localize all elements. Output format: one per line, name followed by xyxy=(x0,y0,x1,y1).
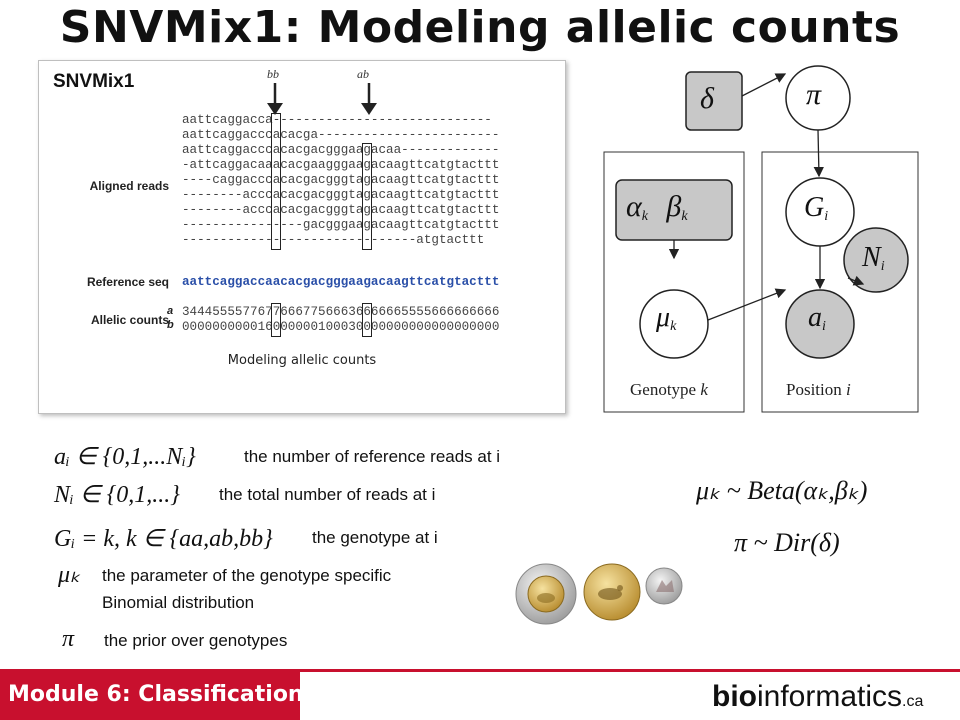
label-reference-seq: Reference seq xyxy=(86,275,169,289)
def-pi-math: π xyxy=(62,626,75,652)
bb-count-box xyxy=(271,303,281,337)
delta-node xyxy=(686,72,742,130)
prior-mu: μₖ ~ Beta(αₖ,βₖ) xyxy=(696,476,868,505)
snvmix-figure xyxy=(38,60,566,414)
page-title: SNVMix1: Modeling allelic counts xyxy=(59,2,901,53)
aligned-read: --------acccacacgacgggtagacaagttcatgtacttt xyxy=(182,188,500,202)
reference-sequence: aattcaggaccaacacgacgggaagacaagttcatgtacttt xyxy=(182,275,500,289)
a-label: $a_i$ xyxy=(808,302,826,335)
def-mu-text2: Binomial distribution xyxy=(102,593,255,612)
arrow-label-ab: ab xyxy=(357,67,369,81)
def-a-text: the number of reference reads at i xyxy=(244,447,501,466)
coin-quarter-icon xyxy=(646,568,682,604)
plate-genotype-label: Genotype k xyxy=(630,380,708,399)
def-n-math: Nᵢ ∈ {0,1,...} xyxy=(54,482,180,508)
footer-module-label: Module 6: Classification xyxy=(8,682,304,707)
coins-image xyxy=(512,560,684,626)
def-a-math: aᵢ ∈ {0,1,...Nᵢ} xyxy=(54,444,196,470)
ab-column-box xyxy=(362,143,372,250)
bb-column-box xyxy=(271,113,281,250)
label-a: a xyxy=(167,305,174,317)
aligned-read: aattcaggacccacacga------------------------ xyxy=(182,128,500,142)
def-mu-math: μₖ xyxy=(58,562,81,588)
label-aligned-reads: Aligned reads xyxy=(89,179,169,193)
arrow-markers xyxy=(261,81,391,117)
def-g-math: Gᵢ = k, k ∈ {aa,ab,bb} xyxy=(54,526,273,552)
allelic-count-a: 344455557767766677566636666665555666666666 xyxy=(182,305,500,319)
arrow-label-bb: bb xyxy=(267,67,279,81)
def-n-text: the total number of reads at i xyxy=(219,485,436,504)
prior-pi: π ~ Dir(δ) xyxy=(734,528,840,557)
edge-pi-g xyxy=(818,130,819,176)
bioinformatics-logo: bioinformatics.ca xyxy=(712,680,924,713)
n-label: $N_i$ xyxy=(862,242,885,275)
def-pi-text: the prior over genotypes xyxy=(104,631,288,650)
aligned-read: ----caggacccacacgacgggtagacaagttcatgtacttt xyxy=(182,173,500,187)
delta-label: δ xyxy=(700,82,714,115)
edge-delta-pi xyxy=(742,74,785,96)
aligned-reads-block xyxy=(182,113,499,248)
aligned-read: aattcaggacca----------------------------- xyxy=(182,113,492,127)
def-g-text: the genotype at i xyxy=(312,528,438,547)
plate-position-label: Position i xyxy=(786,380,851,399)
coin-loonie-icon xyxy=(584,564,640,620)
allelic-count-b: 000000000016000000100030000000000000000000 xyxy=(182,320,500,334)
pi-label: π xyxy=(806,78,822,111)
coin-toonie-icon xyxy=(516,564,576,624)
alpha-beta-label: $\alpha_k$ $\beta_k$ xyxy=(626,190,688,225)
aligned-read: --------acccacacgacgggtagacaagttcatgtacttt xyxy=(182,203,500,217)
label-b: b xyxy=(167,319,174,331)
edge-mu-a xyxy=(708,290,785,320)
aligned-read: ----------------gacgggaagacaagttcatgtacttt xyxy=(182,218,500,232)
graphical-model xyxy=(580,58,960,420)
aligned-read: -------------------------------atgtacttt xyxy=(182,233,485,247)
ab-count-box xyxy=(362,303,372,337)
def-mu-text: the parameter of the genotype specific xyxy=(102,566,392,585)
mu-label: $\mu_k$ xyxy=(656,302,677,335)
g-label: $G_i$ xyxy=(804,192,829,225)
aligned-read: -attcaggacaaacacgaagggaagacaagttcatgtacttt xyxy=(182,158,500,172)
label-allelic-counts: Allelic counts xyxy=(90,313,169,327)
figure-caption: Modeling allelic counts xyxy=(227,353,377,368)
figure-heading: SNVMix1 xyxy=(53,71,135,92)
aligned-read: aattcaggacccacacgacgggaagacaa------------- xyxy=(182,143,500,157)
